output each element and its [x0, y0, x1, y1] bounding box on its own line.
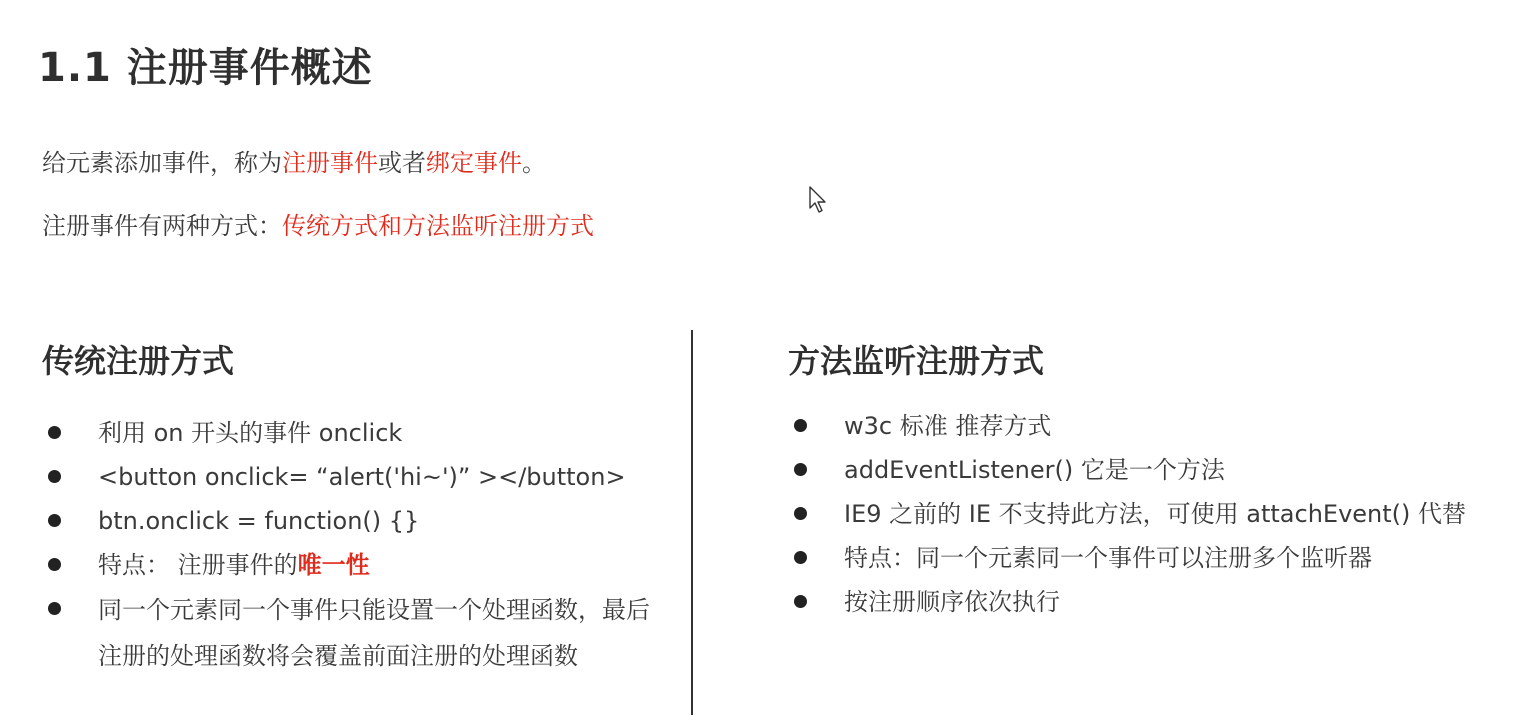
intro-line-1-end: 。: [522, 149, 546, 177]
list-item-text: w3c 标准 推荐方式: [844, 412, 1052, 440]
bullet-dot-icon: [794, 419, 807, 432]
bullet-dot-icon: [794, 595, 807, 608]
intro-line-2: [42, 206, 594, 241]
list-item-text: 利用 on 开头的事件 onclick: [98, 419, 403, 447]
list-item-text: btn.onclick = function() {}: [98, 507, 420, 535]
list-item: [788, 492, 1518, 536]
traditional-heading: 传统注册方式: [42, 342, 235, 380]
list-item-text: addEventListener() 它是一个方法: [844, 456, 1225, 484]
bullet-dot-icon: [48, 602, 61, 615]
list-item: [42, 543, 682, 587]
feature-label: 特点： 注册事件的: [98, 551, 298, 579]
traditional-list: [42, 411, 682, 679]
listener-heading: 方法监听注册方式: [788, 342, 1045, 380]
mouse-pointer-icon: [809, 186, 827, 214]
list-item: [42, 455, 682, 499]
list-item: [788, 536, 1518, 580]
bullet-dot-icon: [794, 463, 807, 476]
highlight-uniqueness: 唯一性: [297, 551, 370, 579]
highlight-two-methods: 传统方式和方法监听注册方式: [282, 212, 594, 240]
list-item-text: <button onclick= “alert('hi~')” ></button>: [98, 463, 626, 491]
list-item-text: 特点：同一个元素同一个事件可以注册多个监听器: [844, 544, 1372, 572]
list-item-text: IE9 之前的 IE 不支持此方法，可使用 attachEvent() 代替: [844, 500, 1467, 528]
list-item-text: 按注册顺序依次执行: [844, 588, 1060, 616]
intro-line-1-conj: 或者: [378, 149, 426, 177]
intro-line-2-text: 注册事件有两种方式：: [42, 212, 282, 240]
list-item: [42, 587, 658, 679]
list-item-text: 同一个元素同一个事件只能设置一个处理函数，最后注册的处理函数将会覆盖前面注册的处理函数: [98, 596, 650, 670]
listener-list: [788, 404, 1518, 624]
intro-line-1-text: 给元素添加事件，称为: [42, 149, 282, 177]
bullet-dot-icon: [48, 514, 61, 527]
highlight-register-event: 注册事件: [282, 149, 378, 177]
list-item: [42, 411, 682, 455]
bullet-dot-icon: [48, 426, 61, 439]
bullet-dot-icon: [794, 551, 807, 564]
list-item: [788, 404, 1518, 448]
bullet-dot-icon: [794, 507, 807, 520]
list-item: [42, 499, 682, 543]
highlight-bind-event: 绑定事件: [426, 149, 522, 177]
list-item: [788, 448, 1518, 492]
list-item: [788, 580, 1518, 624]
bullet-dot-icon: [48, 470, 61, 483]
column-divider: [691, 330, 693, 715]
bullet-dot-icon: [48, 558, 61, 571]
page-title: 1.1 注册事件概述: [38, 45, 373, 91]
intro-line-1: [42, 143, 546, 178]
